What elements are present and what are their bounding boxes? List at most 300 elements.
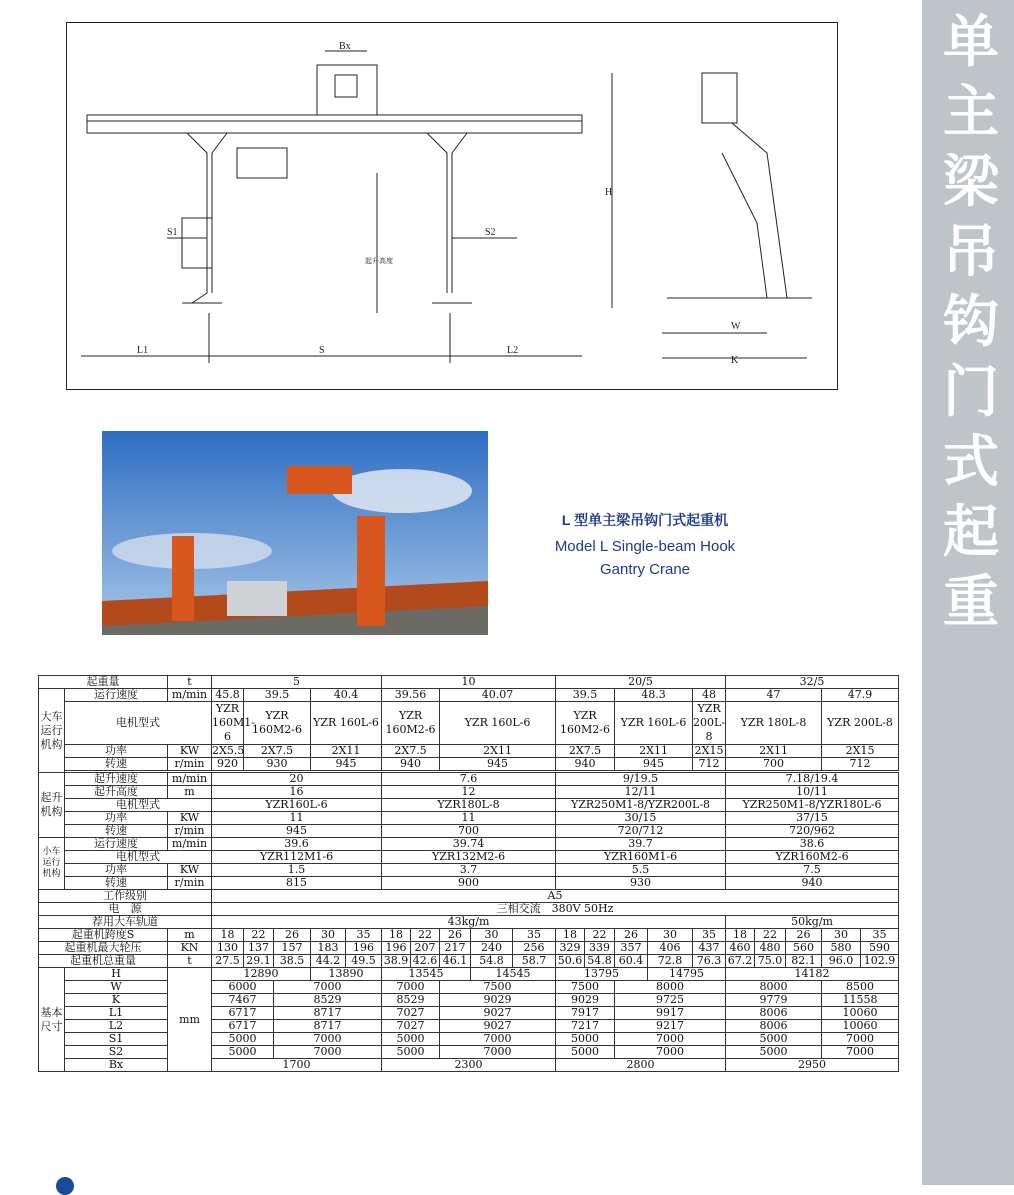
cell: 2950: [726, 1059, 899, 1072]
cloud: [332, 469, 472, 513]
row-unit: m: [168, 786, 212, 799]
cell: 47: [726, 689, 822, 702]
cell: 7000: [822, 1033, 899, 1046]
trolley-photo: [287, 466, 352, 494]
cell: 945: [440, 758, 556, 771]
cell: 5000: [212, 1046, 274, 1059]
cell: 920: [212, 758, 244, 771]
cell: 7217: [556, 1020, 615, 1033]
cell: 48: [693, 689, 726, 702]
cell: 712: [822, 758, 899, 771]
row-label: L1: [65, 1007, 168, 1020]
row-label: 功率: [65, 745, 168, 758]
cell: 8000: [615, 981, 726, 994]
row-label: 功率: [65, 864, 168, 877]
row-capacity: [39, 676, 899, 689]
cell: 49.5: [346, 955, 382, 968]
trolley-group-label: 小车运行机构: [39, 838, 65, 890]
cell: YZR250M1-8/YZR200L-8: [556, 799, 726, 812]
side-leg-right: [732, 123, 787, 298]
row-rail: [39, 916, 899, 929]
cell: 2X7.5: [382, 745, 440, 758]
cell: 42.6: [411, 955, 440, 968]
cell: 20/5: [556, 676, 726, 689]
cell: 39.56: [382, 689, 440, 702]
row-label: K: [65, 994, 168, 1007]
cell: 39.74: [382, 838, 556, 851]
row-power-supply: [39, 903, 899, 916]
cell: 6717: [212, 1007, 274, 1020]
cell: 48.3: [615, 689, 693, 702]
row-label: 功率: [65, 812, 168, 825]
cell: 406: [648, 942, 693, 955]
cell: 7.6: [382, 773, 556, 786]
cell: 6000: [212, 981, 274, 994]
cell: 13890: [311, 968, 382, 981]
cell: 75.0: [755, 955, 786, 968]
cell: 67.2: [726, 955, 755, 968]
row-wheel-load: [39, 942, 899, 955]
cell: 5000: [726, 1046, 822, 1059]
cell: YZR 160L-6: [440, 702, 556, 745]
cell: 7000: [822, 1046, 899, 1059]
cell: 1700: [212, 1059, 382, 1072]
cell: 5000: [556, 1046, 615, 1059]
row-crane-motor: [39, 702, 899, 745]
row-crane-rpm: [39, 758, 899, 771]
cell: 3.7: [382, 864, 556, 877]
row-weight: [39, 955, 899, 968]
cell: 14795: [648, 968, 726, 981]
capacity-unit: t: [168, 676, 212, 689]
cell: 50.6: [556, 955, 585, 968]
cell: 60.4: [615, 955, 648, 968]
row-unit: m/min: [168, 773, 212, 786]
cell: 76.3: [693, 955, 726, 968]
cell: 32/5: [726, 676, 899, 689]
cell: 2X11: [726, 745, 822, 758]
cell: 7.5: [726, 864, 899, 877]
cell: 329: [556, 942, 585, 955]
crane-drawing-svg: [67, 23, 837, 389]
cell: 5.5: [556, 864, 726, 877]
cell: 130: [212, 942, 244, 955]
cell: 11: [382, 812, 556, 825]
cell: 7000: [440, 1033, 556, 1046]
cell: 26: [615, 929, 648, 942]
cell: 18: [556, 929, 585, 942]
cell: 7000: [382, 981, 440, 994]
cell: 2800: [556, 1059, 726, 1072]
cell: 2X15: [822, 745, 899, 758]
cell: 7917: [556, 1007, 615, 1020]
cell: 29.1: [244, 955, 274, 968]
cell: 7000: [440, 1046, 556, 1059]
cell: 460: [726, 942, 755, 955]
cell: 7500: [440, 981, 556, 994]
cell: 2X7.5: [244, 745, 311, 758]
cell: YZR 160M2-6: [244, 702, 311, 745]
cell: YZR132M2-6: [382, 851, 556, 864]
dims-unit: mm: [168, 968, 212, 1072]
cell: 6717: [212, 1020, 274, 1033]
row-label: 运行速度: [65, 689, 168, 702]
cell: 196: [382, 942, 411, 955]
trolley: [317, 65, 377, 115]
row-label: 起升速度: [65, 773, 168, 786]
cell: 7000: [274, 1046, 382, 1059]
cell: 7467: [212, 994, 274, 1007]
row-trolley-motor: [39, 851, 899, 864]
cell: YZR160L-6: [212, 799, 382, 812]
cell: YZR160M1-6: [556, 851, 726, 864]
cell: 22: [244, 929, 274, 942]
cell: 815: [212, 877, 382, 890]
row-hoist-motor: [39, 799, 899, 812]
row-label: 转速: [65, 758, 168, 771]
cell: 三相交流 380V 50Hz: [212, 903, 899, 916]
cell: YZR 200L-8: [822, 702, 899, 745]
cell: 22: [755, 929, 786, 942]
cell: 102.9: [861, 955, 899, 968]
cell: 82.1: [786, 955, 822, 968]
cell: 10: [382, 676, 556, 689]
row-label: 转速: [65, 825, 168, 838]
row-label: 电 源: [39, 903, 212, 916]
cell: 30/15: [556, 812, 726, 825]
crane-drawing: [66, 22, 838, 390]
cell: 9029: [440, 994, 556, 1007]
cell: 7000: [615, 1046, 726, 1059]
cell: 30: [311, 929, 346, 942]
cell: 50kg/m: [726, 916, 899, 929]
cell: 72.8: [648, 955, 693, 968]
cell: 8006: [726, 1020, 822, 1033]
cell: 137: [244, 942, 274, 955]
cell: 22: [411, 929, 440, 942]
cell: 38.9: [382, 955, 411, 968]
cell: 9/19.5: [556, 773, 726, 786]
cell: 7000: [274, 981, 382, 994]
cell: 2X5.5: [212, 744, 245, 757]
cell: 590: [861, 942, 899, 955]
cell: 12: [382, 786, 556, 799]
cell: 39.6: [212, 838, 382, 851]
row-label: W: [65, 981, 168, 994]
cell: 2X11: [615, 745, 693, 758]
cell: 196: [346, 942, 382, 955]
cell: YZR 180L-8: [726, 702, 822, 745]
cell: A5: [212, 890, 899, 903]
cell: 256: [513, 942, 556, 955]
cell: 47.9: [822, 689, 899, 702]
cell: YZR 160M2-6: [556, 702, 615, 745]
side-trolley: [702, 73, 737, 123]
cell: 14182: [726, 968, 899, 981]
cell: 945: [615, 758, 693, 771]
cell: 30: [648, 929, 693, 942]
cell: 240: [471, 942, 513, 955]
cell: 157: [274, 942, 311, 955]
cell: 35: [346, 929, 382, 942]
cell: YZR112M1-6: [212, 851, 382, 864]
cell: 54.8: [585, 955, 615, 968]
cell: 37/15: [726, 812, 899, 825]
cell: 580: [822, 942, 861, 955]
row-unit: KW: [168, 812, 212, 825]
right-leg: [427, 133, 447, 293]
cell: 35: [861, 929, 899, 942]
label-s1: S1: [167, 227, 178, 238]
cell: 9725: [615, 994, 726, 1007]
cell: 8500: [822, 981, 899, 994]
left-leg-inner: [212, 133, 227, 293]
cell: 720/962: [726, 825, 899, 838]
cell: 45.8: [212, 689, 244, 702]
row-unit: KW: [168, 864, 212, 877]
row-trolley-rpm: [39, 877, 899, 890]
row-span: [39, 929, 899, 942]
cell: 35: [513, 929, 556, 942]
cell: 940: [726, 877, 899, 890]
cell: 43kg/m: [212, 916, 726, 929]
operator-cab: [237, 148, 287, 178]
cell: 35: [693, 929, 726, 942]
row-hoist-power: [39, 812, 899, 825]
row-unit: m/min: [168, 689, 212, 702]
cell: 18: [212, 929, 244, 942]
cell: 26: [786, 929, 822, 942]
caption-en-2: Gantry Crane: [599, 561, 691, 578]
cell: 10/11: [726, 786, 899, 799]
cell: 2X11: [440, 745, 556, 758]
row-label: L2: [65, 1020, 168, 1033]
row-label: 电机型式: [65, 851, 212, 864]
trolley-cab: [335, 75, 357, 97]
cell: 940: [556, 758, 615, 771]
cell: YZR250M1-8/YZR180L-6: [726, 799, 899, 812]
cell: YZR 160M2-6: [382, 702, 440, 745]
cell: 10060: [822, 1020, 899, 1033]
cell: YZR160M2-6: [726, 851, 899, 864]
side-title: 单主梁吊钩门式起重: [943, 10, 999, 635]
cell: 5000: [556, 1033, 615, 1046]
cell: YZR 160L-6: [311, 702, 382, 745]
cell: 217: [440, 942, 471, 955]
cell: 712: [693, 758, 726, 771]
row-work-class: [39, 890, 899, 903]
cell: 5000: [212, 1033, 274, 1046]
cell: 9027: [440, 1020, 556, 1033]
left-leg-photo: [172, 536, 194, 621]
cell: 437: [693, 942, 726, 955]
row-label: 转速: [65, 877, 168, 890]
row-crane-power: [39, 745, 899, 758]
cell: 10060: [822, 1007, 899, 1020]
row-label: S1: [65, 1033, 168, 1046]
cell: 14545: [471, 968, 556, 981]
cell: 30: [822, 929, 861, 942]
page-marker-dot: [56, 1177, 74, 1195]
row-hoist-speed: [39, 773, 899, 786]
cell: 7.18/19.4: [726, 773, 899, 786]
row-dim-h: [39, 968, 899, 981]
cell: 207: [411, 942, 440, 955]
cell: 2X7.5: [556, 745, 615, 758]
row-label: 电机型式: [65, 799, 212, 812]
right-leg-inner: [452, 133, 467, 293]
cell: 54.8: [471, 955, 513, 968]
cell: 8000: [726, 981, 822, 994]
cell: 700: [382, 825, 556, 838]
cell: 560: [786, 942, 822, 955]
cell: 7000: [615, 1033, 726, 1046]
row-label: S2: [65, 1046, 168, 1059]
cell: 9027: [440, 1007, 556, 1020]
cell: 9917: [615, 1007, 726, 1020]
row-unit: m: [168, 929, 212, 942]
row-trolley-power: [39, 864, 899, 877]
row-label: 起重机总重量: [39, 955, 168, 968]
caption-cn: L 型单主梁吊钩门式起重机: [561, 512, 729, 528]
cell: 39.5: [556, 689, 615, 702]
hoist-group-label: 起升机构: [39, 773, 65, 838]
cell: 40.4: [311, 689, 382, 702]
side-leg-left: [722, 153, 767, 298]
right-leg-photo: [357, 516, 385, 626]
cell: 38.5: [274, 955, 311, 968]
crane-photo: [102, 431, 488, 635]
cell: 12890: [212, 968, 311, 981]
crane-photo-svg: [102, 431, 488, 635]
cell: 12/11: [556, 786, 726, 799]
cell: 8529: [274, 994, 382, 1007]
cell: 22: [585, 929, 615, 942]
label-s: S: [319, 345, 325, 356]
row-label: 运行速度: [65, 838, 168, 851]
cell: 5000: [726, 1033, 822, 1046]
cell: 38.6: [726, 838, 899, 851]
cell: 7027: [382, 1007, 440, 1020]
cell: 18: [726, 929, 755, 942]
cell: 9029: [556, 994, 615, 1007]
cell: 46.1: [440, 955, 471, 968]
label-bx: Bx: [339, 41, 351, 52]
cell: 9779: [726, 994, 822, 1007]
row-label: H: [65, 968, 168, 981]
cell: 30: [471, 929, 513, 942]
cell: 39.5: [244, 689, 311, 702]
cell: 11: [212, 812, 382, 825]
cell: 96.0: [822, 955, 861, 968]
cell: 26: [274, 929, 311, 942]
row-trolley-speed: [39, 838, 899, 851]
cell: 18: [382, 929, 411, 942]
row-label: 工作级别: [39, 890, 212, 903]
row-unit: KN: [168, 942, 212, 955]
row-unit: r/min: [168, 877, 212, 890]
cell: YZR180L-8: [382, 799, 556, 812]
cell: 7000: [274, 1033, 382, 1046]
cell: 700: [726, 758, 822, 771]
dims-group-label: 基本尺寸: [39, 968, 65, 1072]
cell: YZR 160L-6: [615, 702, 693, 745]
row-unit: r/min: [168, 825, 212, 838]
cell: 8717: [274, 1007, 382, 1020]
row-hoist-height: [39, 786, 899, 799]
cell: 945: [311, 758, 382, 771]
cell: 44.2: [311, 955, 346, 968]
cell: 1.5: [212, 864, 382, 877]
row-label: 起升高度: [65, 786, 168, 799]
cell: 720/712: [556, 825, 726, 838]
main-beam: [87, 115, 582, 133]
cell: 900: [382, 877, 556, 890]
cell: YZR 200L-8: [693, 702, 726, 743]
cell: 480: [755, 942, 786, 955]
spec-table: [38, 675, 899, 1072]
cell: 2X11: [311, 745, 382, 758]
cell: 2X15: [693, 745, 726, 758]
cell: 8006: [726, 1007, 822, 1020]
cell: 13545: [382, 968, 471, 981]
cell: 5: [212, 676, 382, 689]
cell: 2300: [382, 1059, 556, 1072]
cell: 27.5: [212, 955, 244, 968]
row-label: 起重机最大轮压: [39, 942, 168, 955]
cell: 7500: [556, 981, 615, 994]
row-hoist-rpm: [39, 825, 899, 838]
label-l1: L1: [137, 345, 149, 356]
cell: 339: [585, 942, 615, 955]
row-label: Bx: [65, 1059, 168, 1072]
cell: 20: [212, 773, 382, 786]
label-lift: 起升高度: [365, 257, 393, 265]
cell: 930: [556, 877, 726, 890]
cell: 945: [212, 825, 382, 838]
label-k: K: [731, 355, 739, 366]
row-label: 电机型式: [65, 702, 212, 745]
row-label: 起重机跨度S: [39, 929, 168, 942]
capacity-label: 起重量: [39, 676, 168, 689]
row-unit: KW: [168, 745, 212, 758]
label-l2: L2: [507, 345, 519, 356]
cell: 8529: [382, 994, 440, 1007]
caption-en-1: Model L Single-beam Hook: [554, 538, 736, 555]
crane-group-label: 大车运行机构: [39, 689, 65, 773]
cell: 13795: [556, 968, 648, 981]
row-unit: m/min: [168, 838, 212, 851]
cell: 5000: [382, 1033, 440, 1046]
cell: YZR 160M1-6: [212, 702, 255, 743]
cell: 26: [440, 929, 471, 942]
label-h: H: [605, 187, 613, 198]
row-unit: t: [168, 955, 212, 968]
cell: 940: [382, 758, 440, 771]
cell: 58.7: [513, 955, 556, 968]
row-label: 荐用大车轨道: [39, 916, 212, 929]
label-w: W: [731, 321, 741, 332]
row-unit: r/min: [168, 758, 212, 771]
cell: 8717: [274, 1020, 382, 1033]
row-crane-speed: [39, 689, 899, 702]
cell: 5000: [382, 1046, 440, 1059]
label-s2: S2: [485, 227, 496, 238]
cell: 11558: [822, 994, 899, 1007]
cell: 7027: [382, 1020, 440, 1033]
cell: 183: [311, 942, 346, 955]
cell: 16: [212, 786, 382, 799]
